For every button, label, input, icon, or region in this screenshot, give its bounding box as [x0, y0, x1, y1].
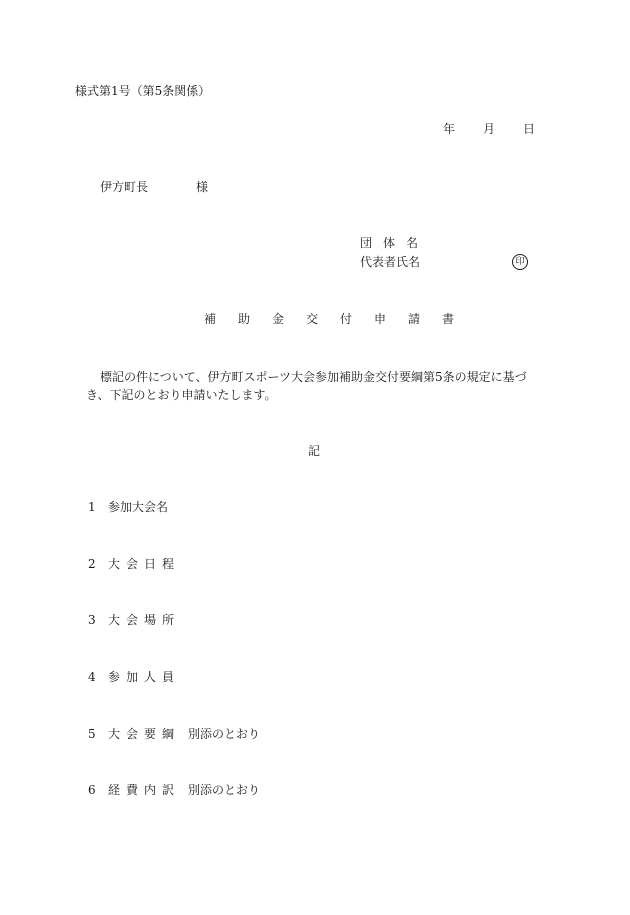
- org-name-label: 団体名: [360, 236, 430, 250]
- item-number: 5: [88, 727, 96, 741]
- ki-heading: 記: [308, 444, 321, 458]
- addressee-name: 伊方町長: [100, 180, 149, 194]
- item-number: 1: [88, 500, 96, 514]
- item-3: [88, 613, 188, 627]
- addressee: [100, 180, 208, 194]
- addressee-honorific: 様: [196, 180, 209, 194]
- item-value: 別添のとおり: [188, 783, 261, 797]
- document-title: 補助金交付申請書: [204, 312, 477, 326]
- body-paragraph: 標記の件について、伊方町スポーツ大会参加補助金交付要綱第5条の規定に基づき、下記のとおり申請いたします。: [86, 370, 527, 402]
- item-label: 大会日程: [108, 557, 181, 571]
- seal-mark: 印: [512, 254, 528, 270]
- item-number: 6: [88, 783, 96, 797]
- representative-name-label: 代表者氏名: [360, 255, 421, 269]
- item-label: 大会場所: [108, 613, 181, 627]
- date-year: 年: [443, 122, 456, 136]
- item-number: 2: [88, 557, 96, 571]
- date-month: 月: [483, 122, 496, 136]
- item-1: [88, 500, 188, 514]
- date-day: 日: [523, 122, 536, 136]
- item-2: [88, 557, 188, 571]
- item-number: 4: [88, 670, 96, 684]
- item-6: [88, 783, 260, 797]
- item-value: 別添のとおり: [188, 727, 261, 741]
- item-label: 経費内訳: [108, 783, 181, 797]
- form-number: 様式第1号（第5条関係）: [75, 84, 211, 98]
- item-label: 参加人員: [108, 670, 181, 684]
- item-label: 大会要綱: [108, 727, 181, 741]
- item-number: 3: [88, 613, 96, 627]
- item-4: [88, 670, 188, 684]
- date-line: [443, 122, 535, 136]
- item-label: 参加大会名: [108, 500, 169, 514]
- item-5: [88, 727, 260, 741]
